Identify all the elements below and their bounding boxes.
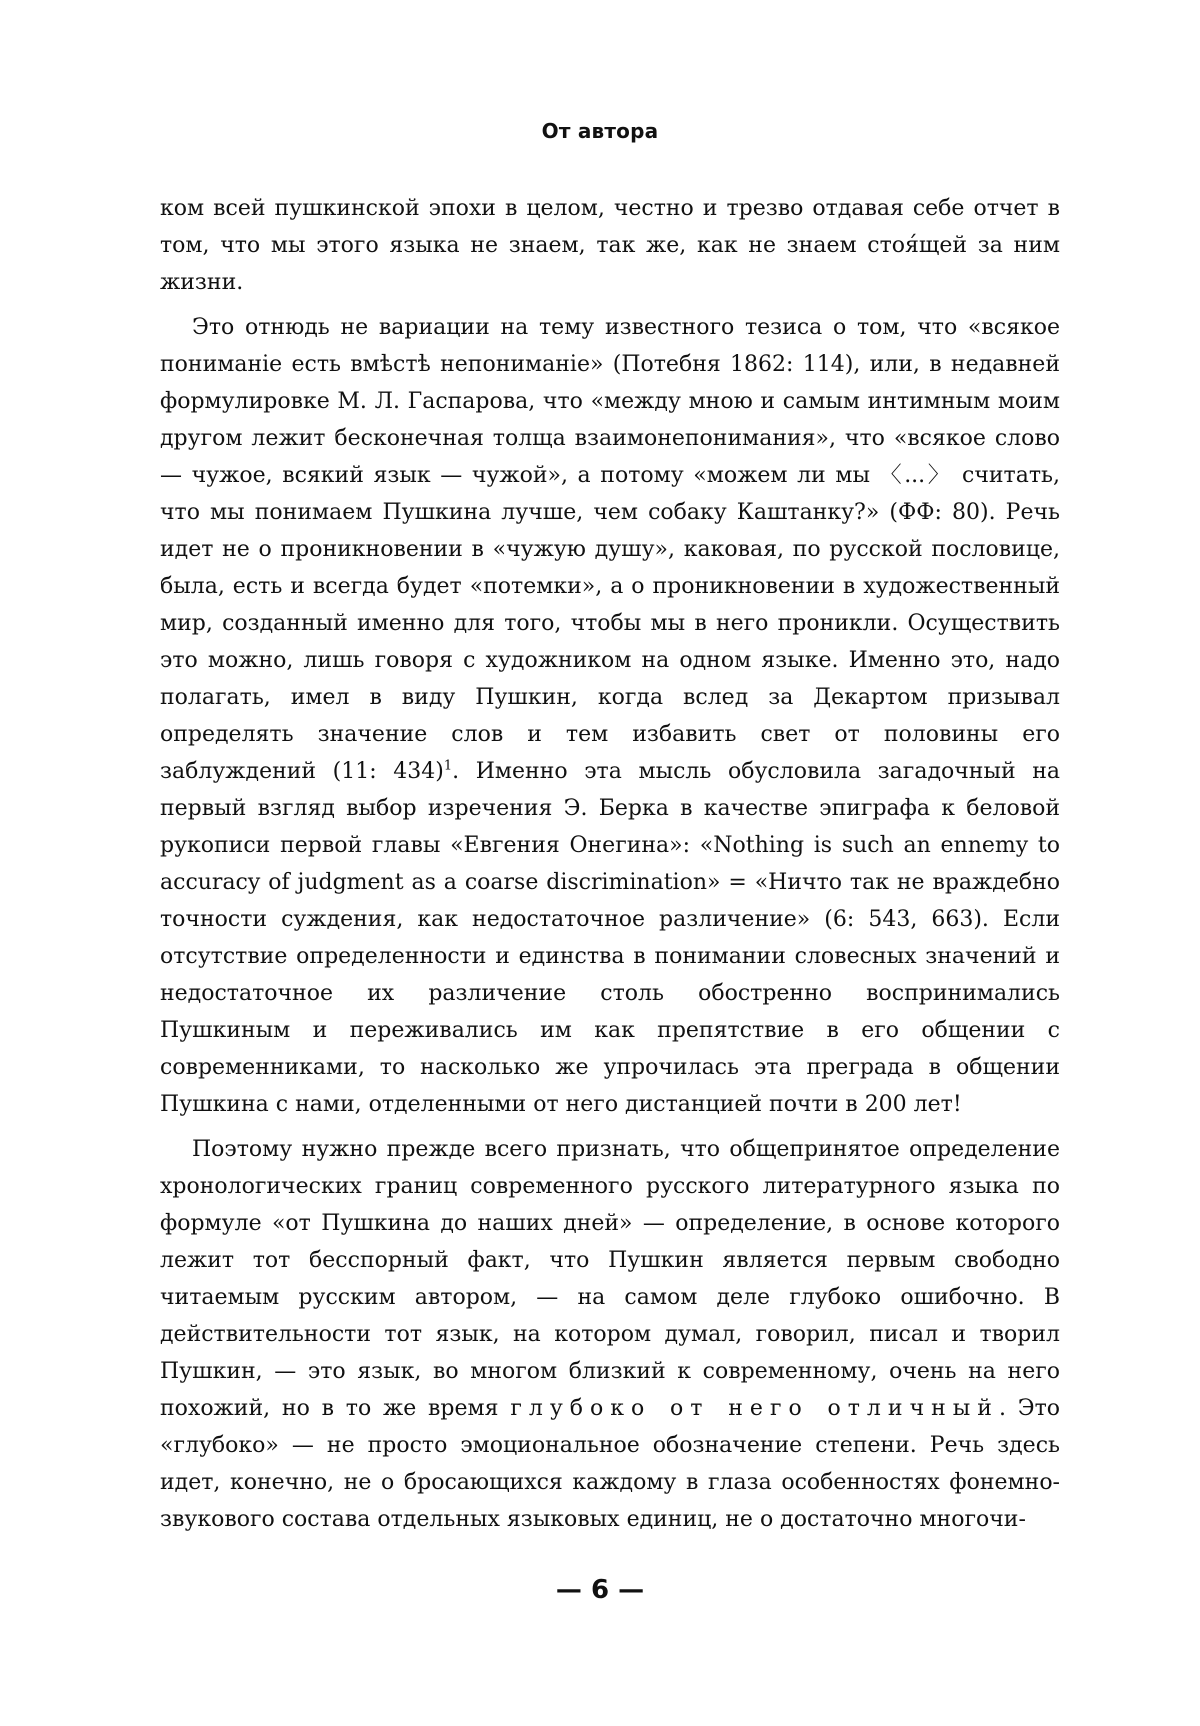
paragraph-text: Это отнюдь не вариации на тему известного тезиса о том, что «всякое пониманіе есть вмѣстѣ непониманіе» (Потебня 1862: 114), или, в недавней формулировке М. Л. Гаспарова, что «между мною и самым интимным моим другом лежит бесконечная толща взаимонепонимания», что «всякое слово — чужое, всякий язык — чужой», а потому «можем ли мы 〈...〉 считать, что мы понимаем Пушкина лучше, чем собаку Каштанку?» (ФФ: 80). Речь идет не о проникновении в «чужую душу», каковая, по русской пословице, была, есть и всегда будет «потемки», а о проникновении в художественный мир, созданный именно для того, чтобы мы в него проникли. Осуществить это можно, лишь говоря с художником на одном языке. Именно это, надо полагать, имел в виду Пушкин, когда вслед за Декартом призывал определять значение слов и тем избавить свет от половины его заблуждений (11: 434) [160,315,1060,784]
paragraph-text: . Именно эта мысль обусловила загадочный на первый взгляд выбор изречения Э. Берка в качестве эпиграфа к беловой рукописи первой главы «Евгения Онегина»: «Nothing is such an ennemy to accuracy of judgment as a coarse discrimination» = «Ничто так не враждебно точности суждения, как недостаточное различение» (6: 543, 663). Если отсутствие определенности и единства в понимании словесных значений и недостаточное их различение столь обостренно воспринимались Пушкиным и переживались им как препятствие в его общении с современниками, то насколько же упрочилась эта преграда в общении Пушкина с нами, отделенными от него дистанцией почти в 200 лет! [160,759,1061,1117]
paragraph-text: . Это «глубоко» — не просто эмоциональное обозначение степени. Речь здесь идет, конечно, не о бросающихся каждому в глаза особенностях фонемно-звукового состава отдельных языковых единиц, не о достаточно многочи- [160,1396,1060,1532]
running-title: От автора [541,119,659,143]
paragraph-text: ком всей пушкинской эпохи в целом, честно и трезво отдавая себе отчет в том, что мы этого языка не знаем, так же, как не знаем стоя́щей за ним жизни. [160,196,1060,295]
page-number: — 6 — [555,1575,645,1605]
emphasized-text: глубоко от него отличный [510,1396,999,1421]
paragraph-text: Поэтому нужно прежде всего признать, что общепринятое определение хронологических границ современного русского литературного языка по формуле «от Пушкина до наших дней» — определение, в основе которого лежит тот бесспорный факт, что Пушкин является первым свободно читаемым русским автором, — на самом деле глубоко ошибочно. В действительности тот язык, на котором думал, говорил, писал и творил Пушкин, — это язык, во многом близкий к современному, очень на него похожий, но в то же время [160,1137,1060,1421]
body-text [160,190,1060,1546]
paragraph [160,1131,1060,1538]
paragraph [160,309,1060,1123]
paragraph-continuation [160,190,1060,301]
footnote-reference[interactable]: 1 [443,758,453,774]
